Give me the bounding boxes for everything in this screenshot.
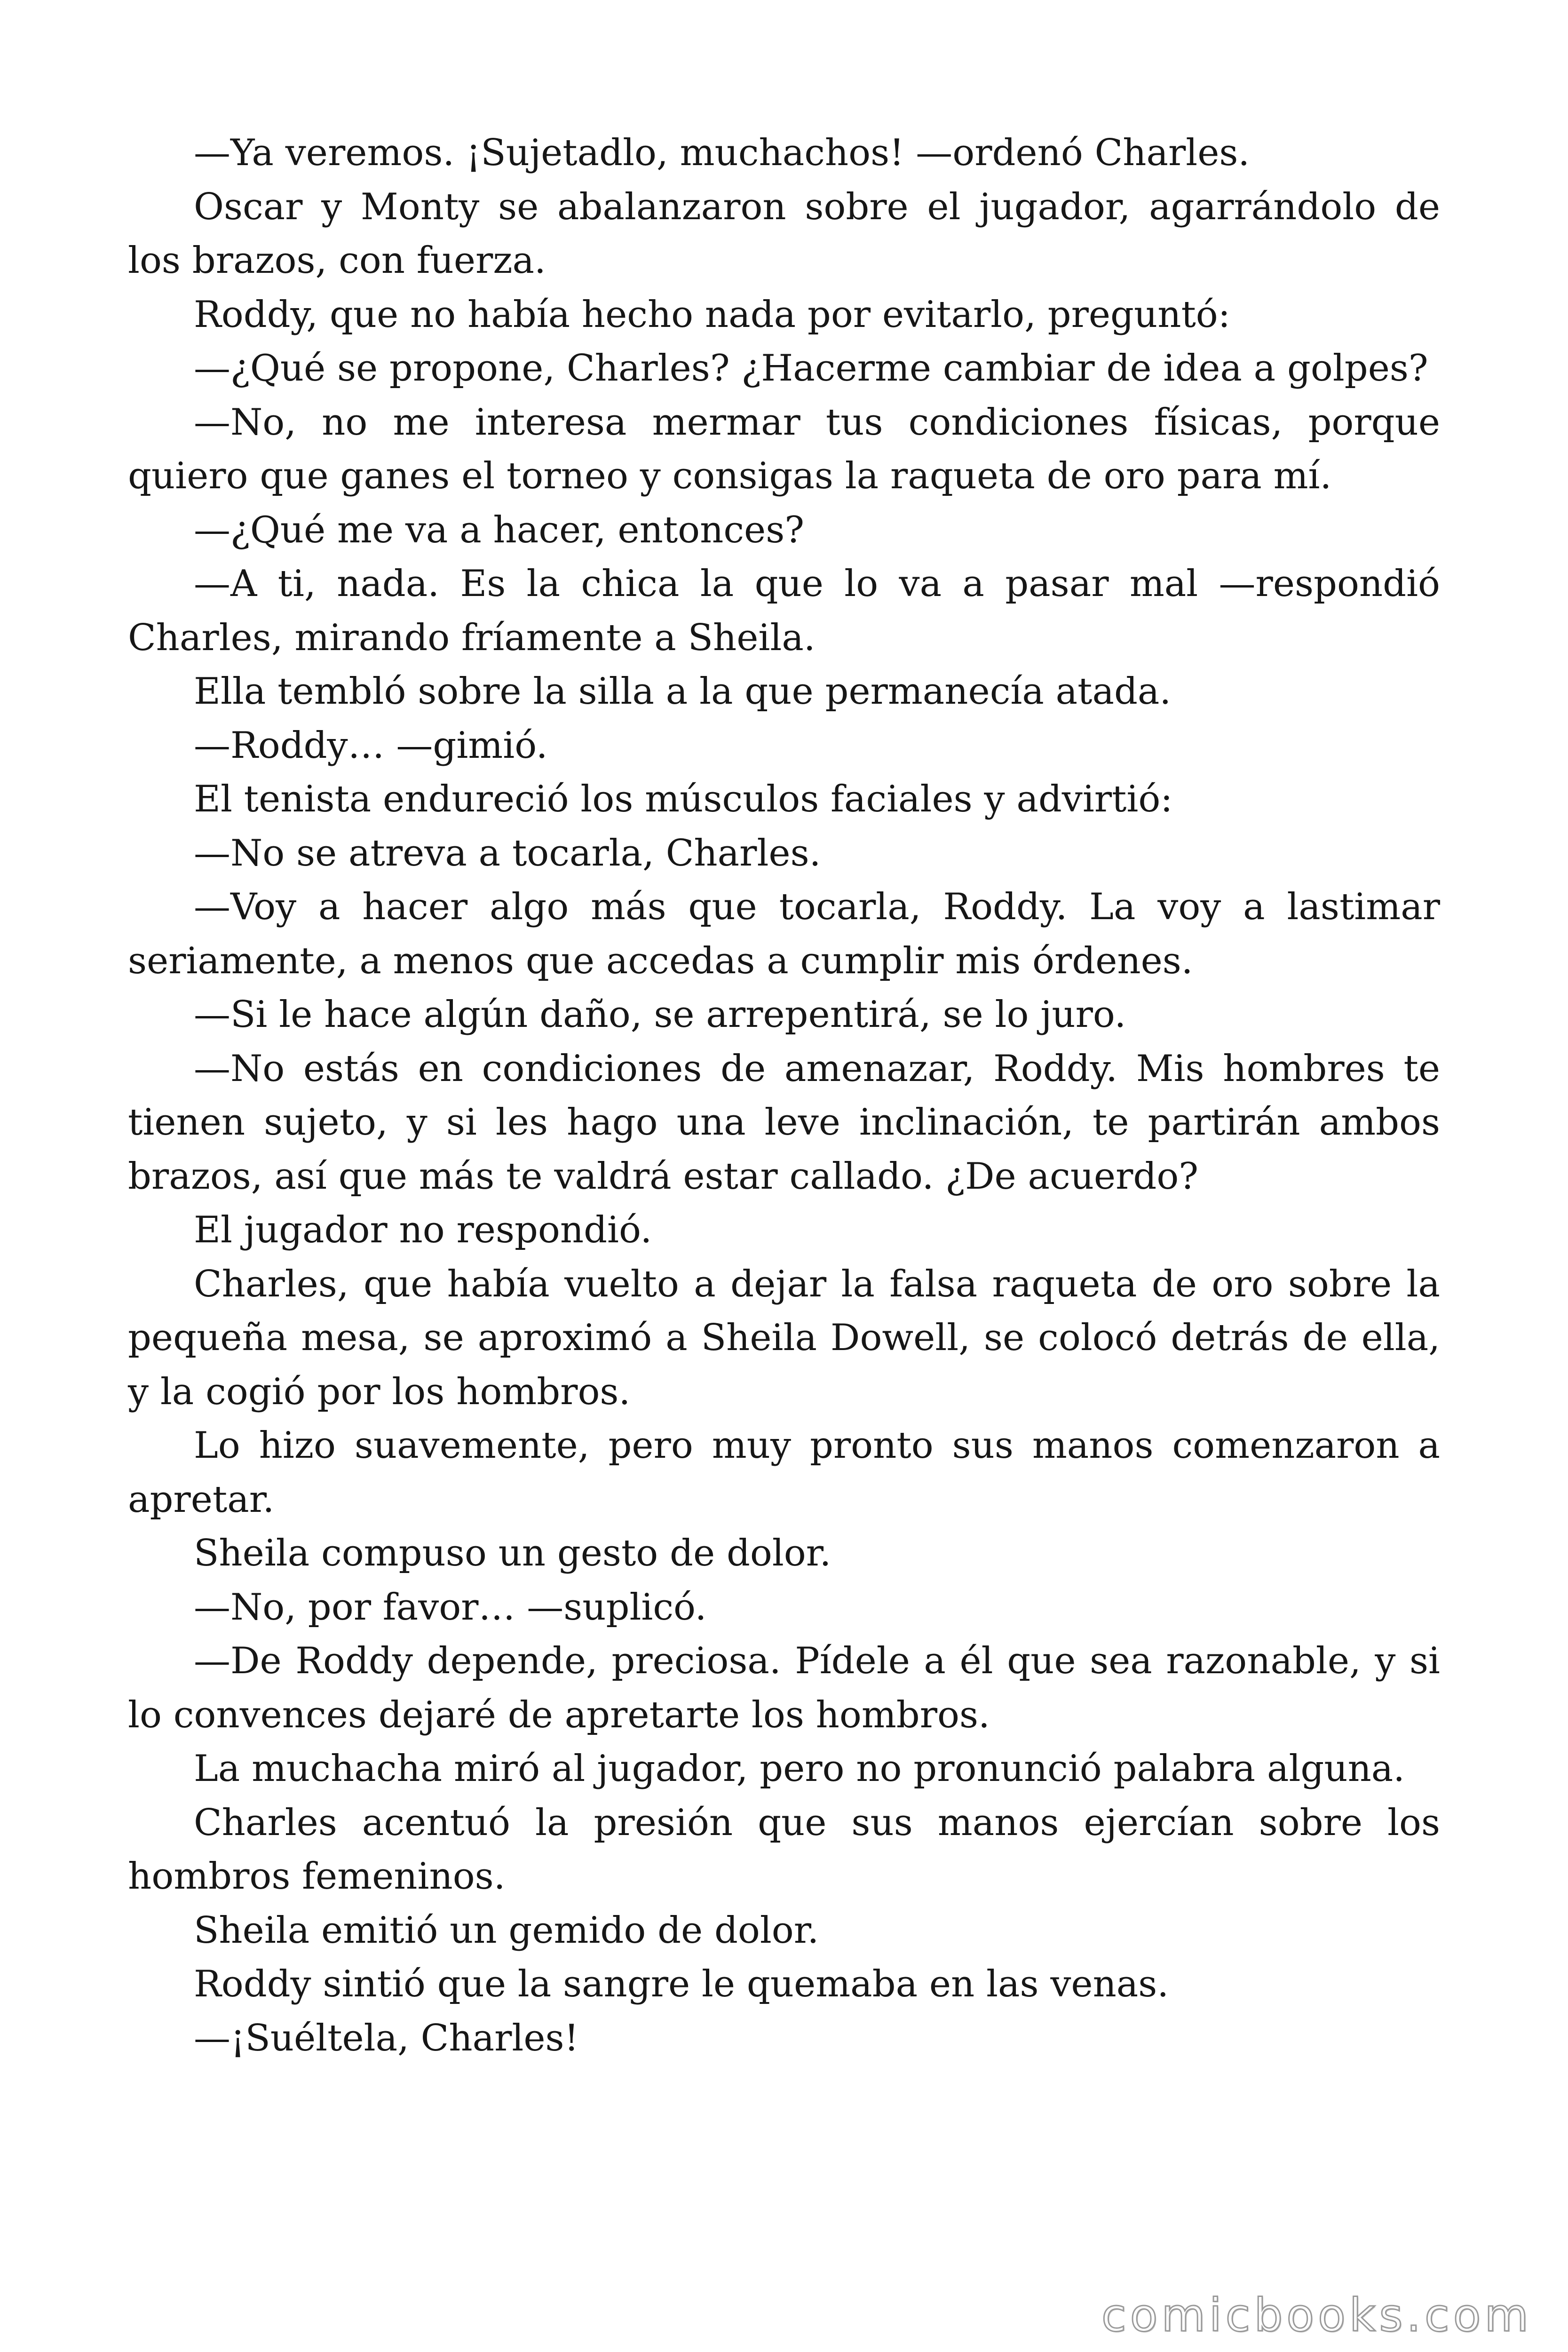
paragraph: —A ti, nada. Es la chica la que lo va a pasar mal —respondió Charles, mirando fríamente a Sheila.: [128, 563, 1440, 659]
paragraph: Charles, que había vuelto a dejar la falsa raqueta de oro sobre la pequeña mesa, se aproximó a Sheila Dowell, se colocó detrás de ella, y la cogió por los hombros.: [128, 1263, 1440, 1413]
paragraph: —No se atreva a tocarla, Charles.: [194, 832, 821, 874]
paragraph: —Si le hace algún daño, se arrepentirá, se lo juro.: [194, 993, 1126, 1036]
paragraph: Sheila compuso un gesto de dolor.: [194, 1532, 832, 1574]
paragraph: Sheila emitió un gemido de dolor.: [194, 1909, 819, 1952]
paragraph: Oscar y Monty se abalanzaron sobre el jugador, agarrándolo de los brazos, con fuerza.: [128, 185, 1440, 282]
paragraph: —De Roddy depende, preciosa. Pídele a él que sea razonable, y si lo convences dejaré de apretarte los hombros.: [128, 1640, 1440, 1736]
paragraph: Charles acentuó la presión que sus manos ejercían sobre los hombros femeninos.: [128, 1801, 1440, 1898]
paragraph: —No, no me interesa mermar tus condiciones físicas, porque quiero que ganes el torneo y consigas la raqueta de oro para mí.: [128, 401, 1440, 497]
paragraph: Ella tembló sobre la silla a la que permanecía atada.: [194, 670, 1172, 713]
paragraph: —¡Suéltela, Charles!: [194, 2017, 579, 2059]
paragraph: —¿Qué se propone, Charles? ¿Hacerme cambiar de idea a golpes?: [194, 347, 1428, 389]
paragraph: —¿Qué me va a hacer, entonces?: [194, 509, 805, 551]
paragraph: El jugador no respondió.: [194, 1209, 652, 1251]
paragraph: Roddy, que no había hecho nada por evitarlo, preguntó:: [194, 293, 1231, 336]
paragraph: —Roddy… —gimió.: [194, 724, 548, 767]
body-text: [128, 126, 1440, 2065]
paragraph: Lo hizo suavemente, pero muy pronto sus manos comenzaron a apretar.: [128, 1424, 1440, 1521]
paragraph: La muchacha miró al jugador, pero no pronunció palabra alguna.: [194, 1748, 1405, 1790]
watermark: comicbooks.com: [1101, 2289, 1532, 2342]
paragraph: —No estás en condiciones de amenazar, Roddy. Mis hombres te tienen sujeto, y si les hago una leve inclinación, te partirán ambos brazos, así que más te valdrá estar callado. ¿De acuerdo?: [128, 1047, 1440, 1198]
paragraph: —Ya veremos. ¡Sujetadlo, muchachos! —ordenó Charles.: [194, 132, 1250, 174]
paragraph: Roddy sintió que la sangre le quemaba en las venas.: [194, 1963, 1169, 2005]
paragraph: El tenista endureció los músculos faciales y advirtió:: [194, 778, 1173, 820]
paragraph: —No, por favor… —suplicó.: [194, 1586, 707, 1629]
paragraph: —Voy a hacer algo más que tocarla, Roddy. La voy a lastimar seriamente, a menos que accedas a cumplir mis órdenes.: [128, 886, 1440, 982]
